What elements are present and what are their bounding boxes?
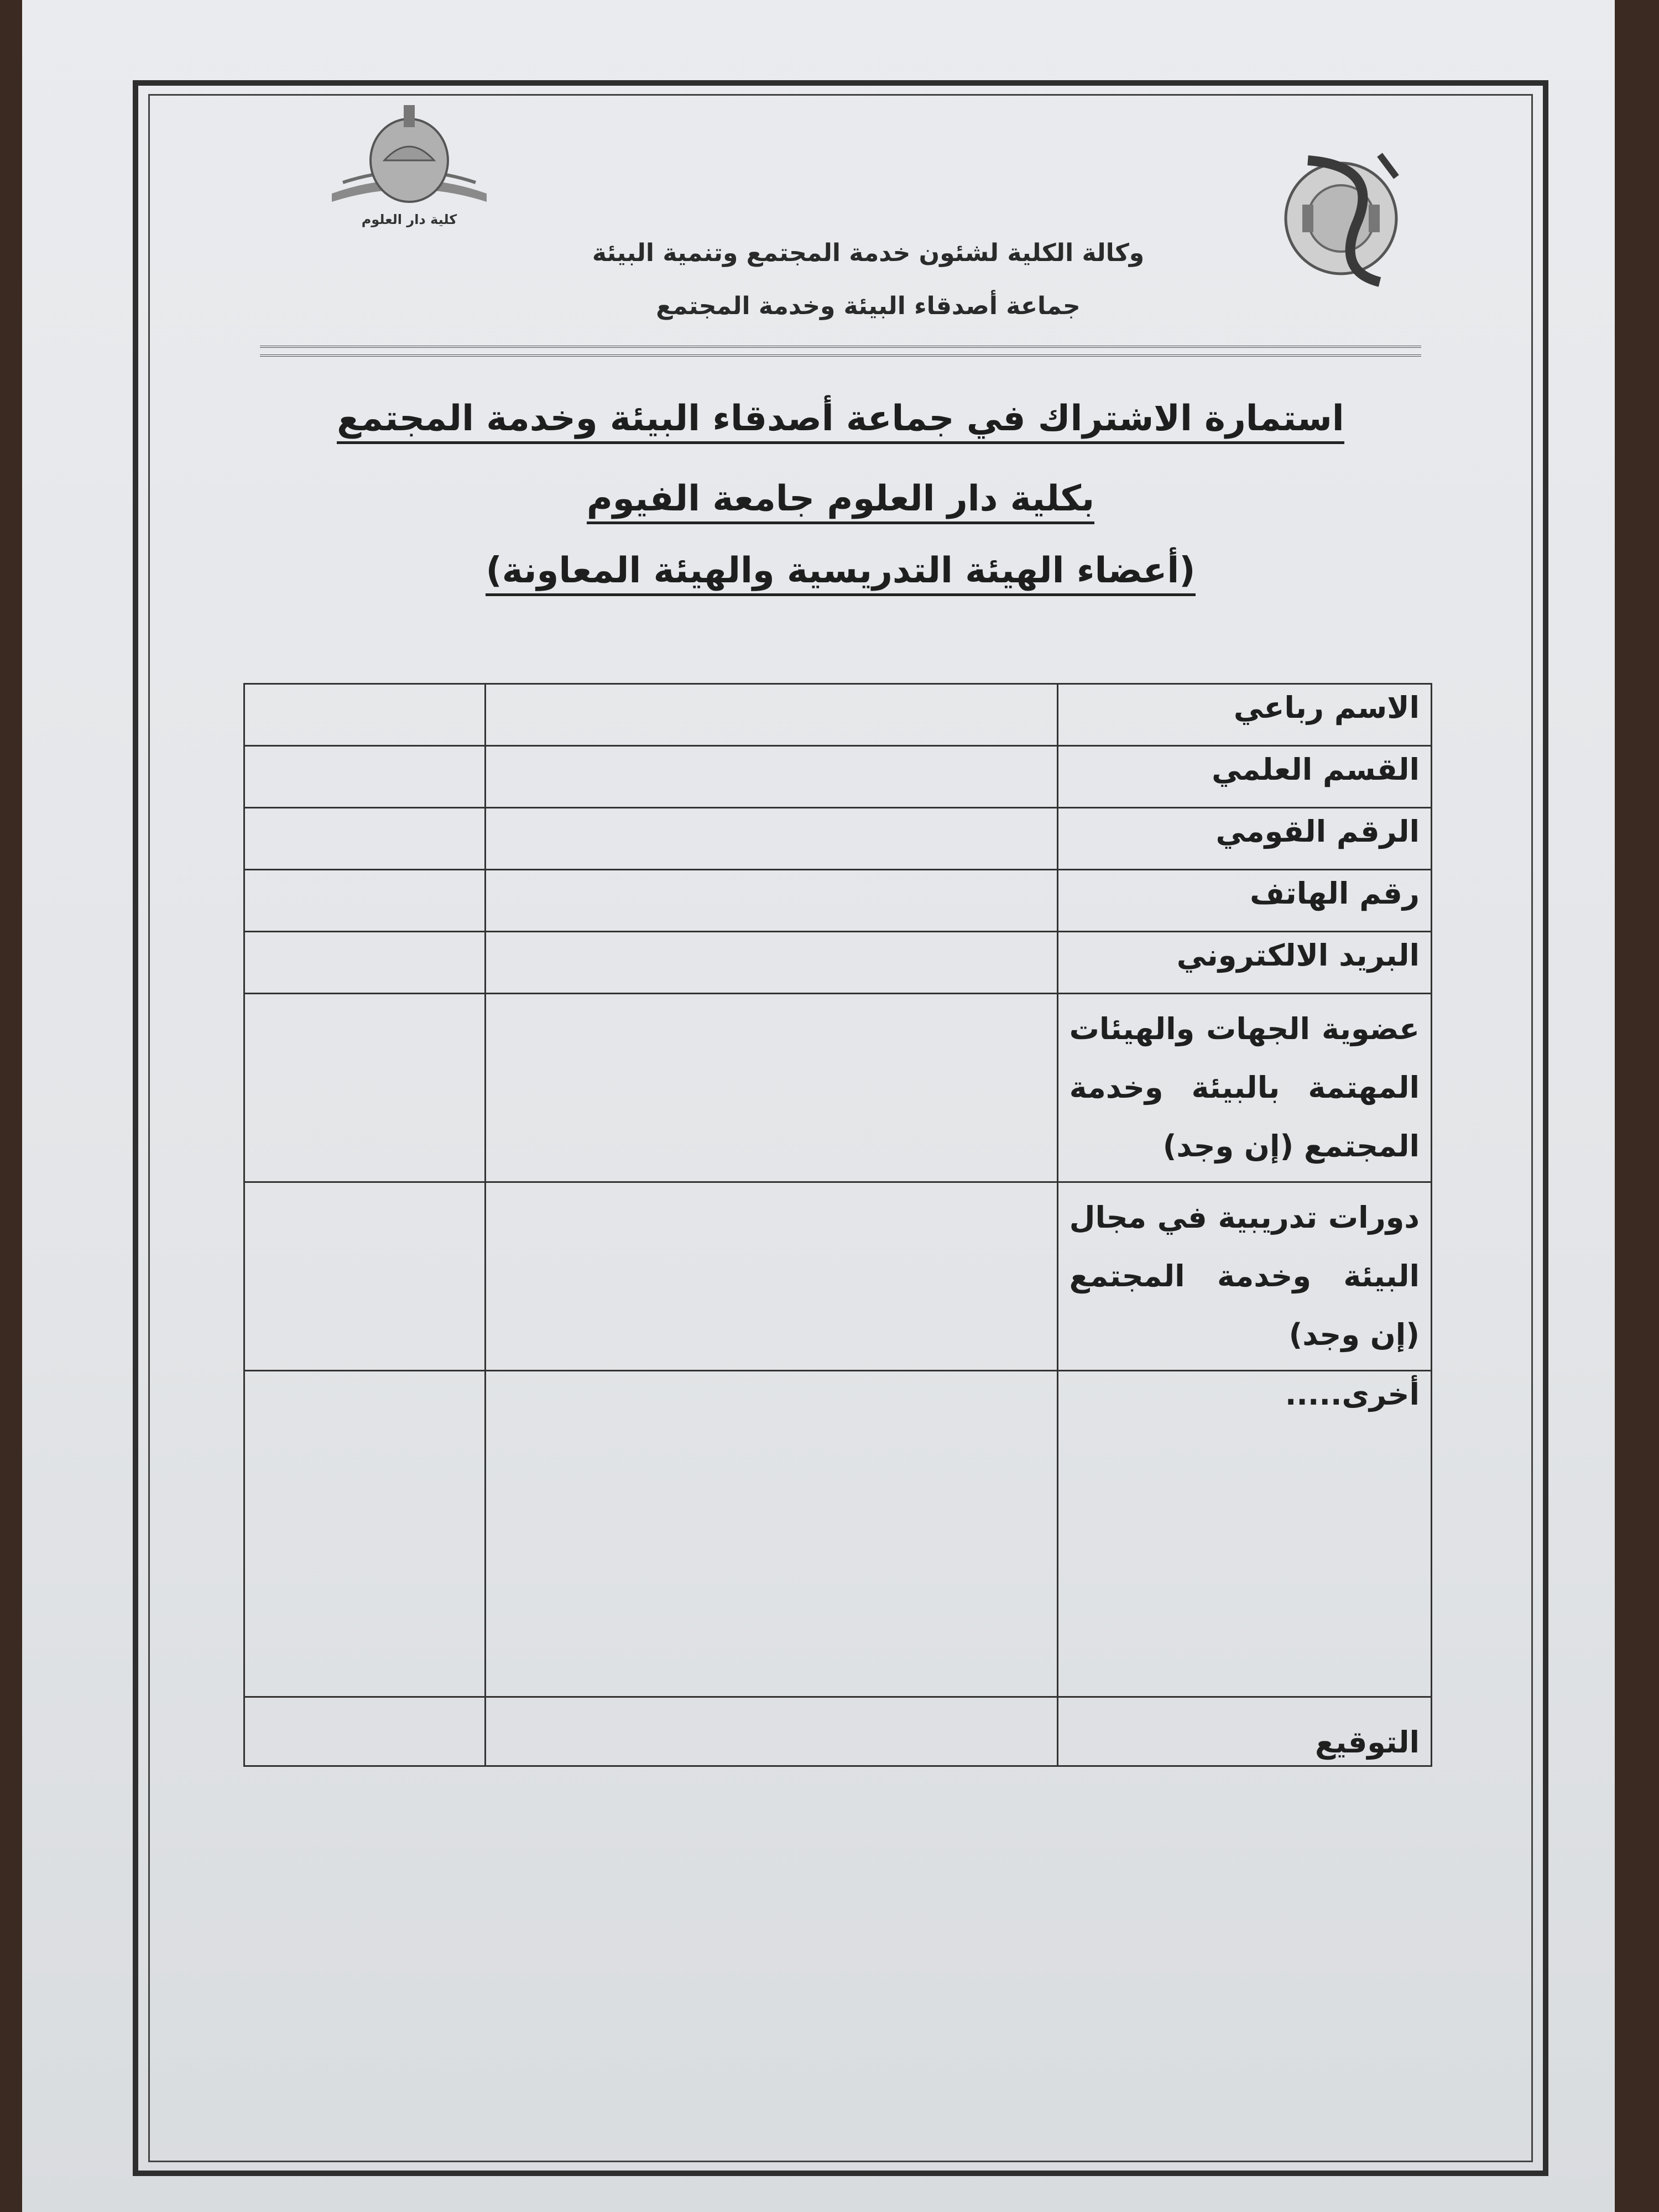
phone-field[interactable] — [485, 870, 1057, 932]
memberships-extra-field[interactable] — [244, 994, 486, 1182]
table-row — [244, 1371, 1432, 1697]
label-email: البريد الالكتروني — [1057, 932, 1431, 994]
college-logo-icon — [321, 100, 498, 238]
label-phone: رقم الهاتف — [1057, 870, 1431, 932]
national-id-field[interactable] — [485, 808, 1057, 870]
table-row — [244, 870, 1432, 932]
department-extra-field[interactable] — [244, 746, 486, 808]
department-field[interactable] — [485, 746, 1057, 808]
label-full-name: الاسم رباعي — [1057, 684, 1431, 746]
label-national-id: الرقم القومي — [1057, 808, 1431, 870]
email-extra-field[interactable] — [244, 932, 486, 994]
table-row — [244, 684, 1432, 746]
table-row — [244, 808, 1432, 870]
society-logo-icon — [1269, 144, 1413, 293]
label-department: القسم العلمي — [1057, 746, 1431, 808]
form-title-line-3: (أعضاء الهيئة التدريسية والهيئة المعاونة) — [321, 550, 1360, 591]
table-row — [244, 932, 1432, 994]
table-row — [244, 1697, 1432, 1766]
phone-extra-field[interactable] — [244, 870, 486, 932]
email-field[interactable] — [485, 932, 1057, 994]
other-extra-field[interactable] — [244, 1371, 486, 1697]
training-courses-field[interactable] — [485, 1182, 1057, 1371]
full-name-extra-field[interactable] — [244, 684, 486, 746]
other-field[interactable] — [485, 1371, 1057, 1697]
label-other: أخرى..... — [1057, 1371, 1431, 1697]
logo-caption: كلية دار العلوم — [361, 212, 457, 227]
label-training-courses: دورات تدريبية في مجال البيئة وخدمة المجتمع (إن وجد) — [1057, 1182, 1431, 1371]
form-title-line-2: بكلية دار العلوم جامعة الفيوم — [321, 478, 1360, 519]
paper-sheet — [22, 0, 1615, 2212]
header-line-1: وكالة الكلية لشئون خدمة المجتمع وتنمية البيئة — [592, 239, 1145, 267]
table-row — [244, 746, 1432, 808]
full-name-field[interactable] — [485, 684, 1057, 746]
form-title-line-1: استمارة الاشتراك في جماعة أصدقاء البيئة وخدمة المجتمع — [321, 398, 1360, 439]
header-separator — [260, 346, 1421, 357]
registration-table — [243, 683, 1432, 1767]
national-id-extra-field[interactable] — [244, 808, 486, 870]
label-signature: التوقيع — [1057, 1697, 1431, 1766]
table-row — [244, 994, 1432, 1182]
signature-extra-field[interactable] — [244, 1697, 486, 1766]
training-courses-extra-field[interactable] — [244, 1182, 486, 1371]
table-row — [244, 1182, 1432, 1371]
memberships-field[interactable] — [485, 994, 1057, 1182]
label-memberships: عضوية الجهات والهيئات المهتمة بالبيئة وخدمة المجتمع (إن وجد) — [1057, 994, 1431, 1182]
signature-field[interactable] — [485, 1697, 1057, 1766]
header-line-2: جماعة أصدقاء البيئة وخدمة المجتمع — [656, 292, 1081, 320]
